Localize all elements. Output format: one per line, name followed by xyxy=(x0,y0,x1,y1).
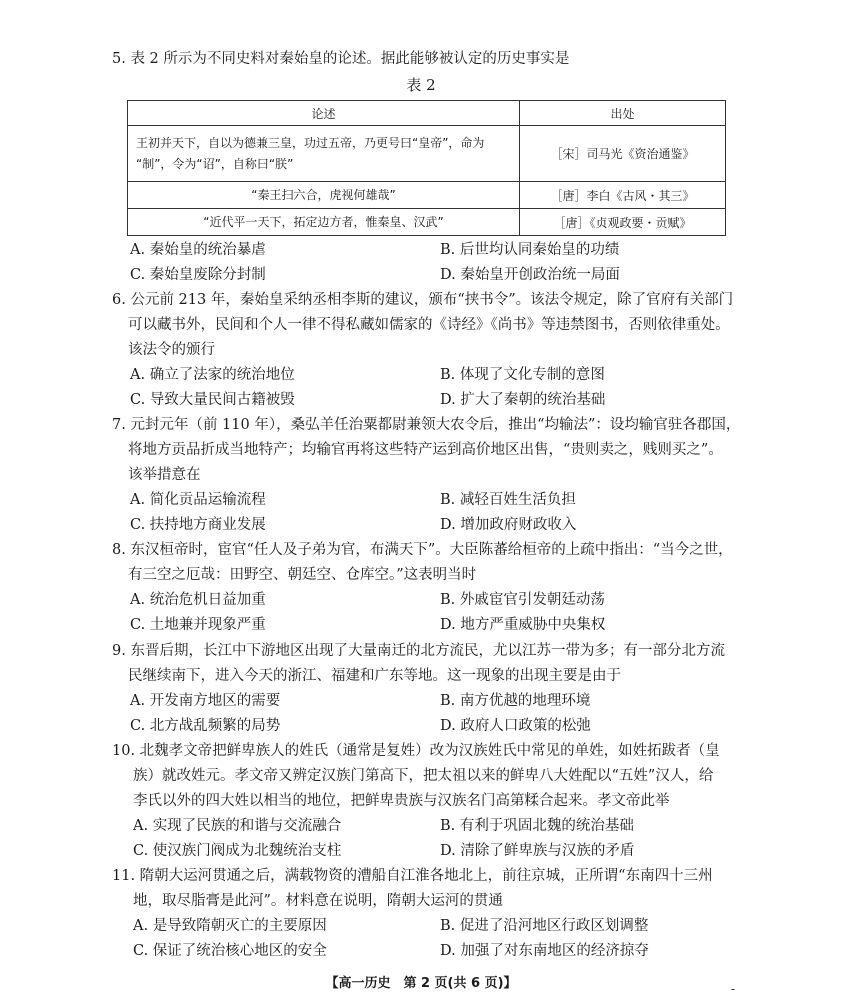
q9-stem-line: 9. 东晋后期，长江中下游地区出现了大量南迁的北方流民，尤以江苏一带为多；有一部分北方流 xyxy=(112,643,725,659)
table-row xyxy=(128,126,726,182)
q11-option-b: B. 促进了沿河地区行政区划调整 xyxy=(440,918,649,934)
q11-stem-line: 11. 隋朝大运河贯通之后，满载物资的漕船自江淮各地北上，前往京城，正所谓“东南四十三州 xyxy=(112,868,713,884)
q8-option-b: B. 外戚宦官引发朝廷动荡 xyxy=(440,592,605,608)
table-header-discussion: 论述 xyxy=(128,101,520,126)
q8-stem-line: 8. 东汉桓帝时，宦官“任人及子弟为官，布满天下”。大臣陈蕃给桓帝的上疏中指出：“当今之世， xyxy=(112,542,733,558)
table-cell-discussion: “近代平一天下，拓定边方者，惟秦皇、汉武” xyxy=(128,209,520,236)
table-cell-source: ［唐］《贞观政要・贡赋》 xyxy=(520,209,726,236)
table-row xyxy=(128,209,726,236)
q5-option-d: D. 秦始皇开创政治统一局面 xyxy=(440,267,620,283)
table-cell-source: ［宋］司马光《资治通鉴》 xyxy=(520,126,726,182)
q10-stem-line: 李氏以外的四大姓以相当的地位，把鲜卑贵族与汉族名门高第糅合起来。孝文帝此举 xyxy=(133,793,670,809)
table-row xyxy=(128,182,726,209)
cell-line: 王初并天下，自以为德兼三皇，功过五帝，乃更号曰“皇帝”，命为 xyxy=(136,135,485,150)
table-cell-discussion: “秦王扫六合，虎视何雄哉” xyxy=(128,182,520,209)
table-header-source: 出处 xyxy=(520,101,726,126)
q8-option-d: D. 地方严重威胁中央集权 xyxy=(440,617,606,633)
q10-stem-line: 族）就改姓元。孝文帝又辨定汉族门第高下，把太祖以来的鲜卑八大姓配以“五姓”汉人，给 xyxy=(133,768,714,784)
q5-option-c: C. 秦始皇废除分封制 xyxy=(130,267,266,283)
q10-option-b: B. 有利于巩固北魏的统治基础 xyxy=(440,818,634,834)
q9-stem-line: 民继续南下，进入今天的浙江、福建和广东等地。这一现象的出现主要是由于 xyxy=(128,668,621,684)
q7-option-c: C. 扶持地方商业发展 xyxy=(130,517,266,533)
page-footer: 【高一历史 第 2 页(共 6 页)】 xyxy=(325,976,517,991)
q10-option-a: A. 实现了民族的和谐与交流融合 xyxy=(133,818,342,834)
q7-stem-line: 将地方贡品折成当地特产；均输官再将这些特产运到高价地区出售，“贵则卖之，贱则买之”。 xyxy=(128,442,723,458)
q10-stem-line: 10. 北魏孝文帝把鲜卑族人的姓氏（通常是复姓）改为汉族姓氏中常见的单姓，如姓拓跋者（皇 xyxy=(112,743,720,759)
q11-option-c: C. 保证了统治核心地区的安全 xyxy=(133,943,327,959)
q5-stem: 5. 表 2 所示为不同史料对秦始皇的论述。据此能够被认定的历史事实是 xyxy=(112,51,570,67)
q5-option-a: A. 秦始皇的统治暴虐 xyxy=(130,242,266,258)
q6-stem-line: 6. 公元前 213 年，秦始皇采纳丞相李斯的建议，颁布“挟书令”。该法令规定，除了官府有关部门 xyxy=(112,292,734,308)
q8-stem-line: 有三空之厄哉：田野空、朝廷空、仓库空。”这表明当时 xyxy=(128,567,477,583)
q7-option-a: A. 简化贡品运输流程 xyxy=(130,492,266,508)
q11-option-a: A. 是导致隋朝灭亡的主要原因 xyxy=(133,918,327,934)
q10-option-d: D. 清除了鲜卑族与汉族的矛盾 xyxy=(440,843,635,859)
q6-option-a: A. 确立了法家的统治地位 xyxy=(130,367,295,383)
q7-option-d: D. 增加政府财政收入 xyxy=(440,517,577,533)
q5-option-b: B. 后世均认同秦始皇的功绩 xyxy=(440,242,620,258)
q8-option-a: A. 统治危机日益加重 xyxy=(130,592,266,608)
q9-option-a: A. 开发南方地区的需要 xyxy=(130,693,281,709)
table-header-row xyxy=(128,101,726,126)
q11-option-d: D. 加强了对东南地区的经济掠夺 xyxy=(440,943,649,959)
q6-option-c: C. 导致大量民间古籍被毁 xyxy=(130,392,295,408)
q9-option-d: D. 政府人口政策的松弛 xyxy=(440,718,591,734)
q7-option-b: B. 减轻百姓生活负担 xyxy=(440,492,576,508)
q7-stem-line: 7. 元封元年（前 110 年），桑弘羊任治粟都尉兼领大农令后，推出“均输法”：设均输官驻各郡国， xyxy=(112,417,741,433)
q10-option-c: C. 使汉族门阀成为北魏统治支柱 xyxy=(133,843,342,859)
q6-stem-line: 可以藏书外，民间和个人一律不得私藏如儒家的《诗经》《尚书》等违禁图书，否则依律重处。 xyxy=(128,317,730,333)
cell-line: “制”，令为“诏”，自称曰“朕” xyxy=(136,156,294,171)
table-caption: 表 2 xyxy=(406,76,436,94)
q9-option-b: B. 南方优越的地理环境 xyxy=(440,693,591,709)
q11-stem-line: 地，取尽脂膏是此河”。材料意在说明，隋朝大运河的贯通 xyxy=(133,893,503,909)
table-2 xyxy=(127,100,726,236)
corner-mark: - xyxy=(731,982,736,996)
q7-stem-line: 该举措意在 xyxy=(128,467,201,483)
q6-option-b: B. 体现了文化专制的意图 xyxy=(440,367,605,383)
q6-option-d: D. 扩大了秦朝的统治基础 xyxy=(440,392,606,408)
q6-stem-line: 该法令的颁行 xyxy=(128,342,215,358)
q9-option-c: C. 北方战乱频繁的局势 xyxy=(130,718,281,734)
q8-option-c: C. 土地兼并现象严重 xyxy=(130,617,266,633)
table-cell-discussion xyxy=(128,126,520,182)
table-cell-source: ［唐］李白《古风・其三》 xyxy=(520,182,726,209)
